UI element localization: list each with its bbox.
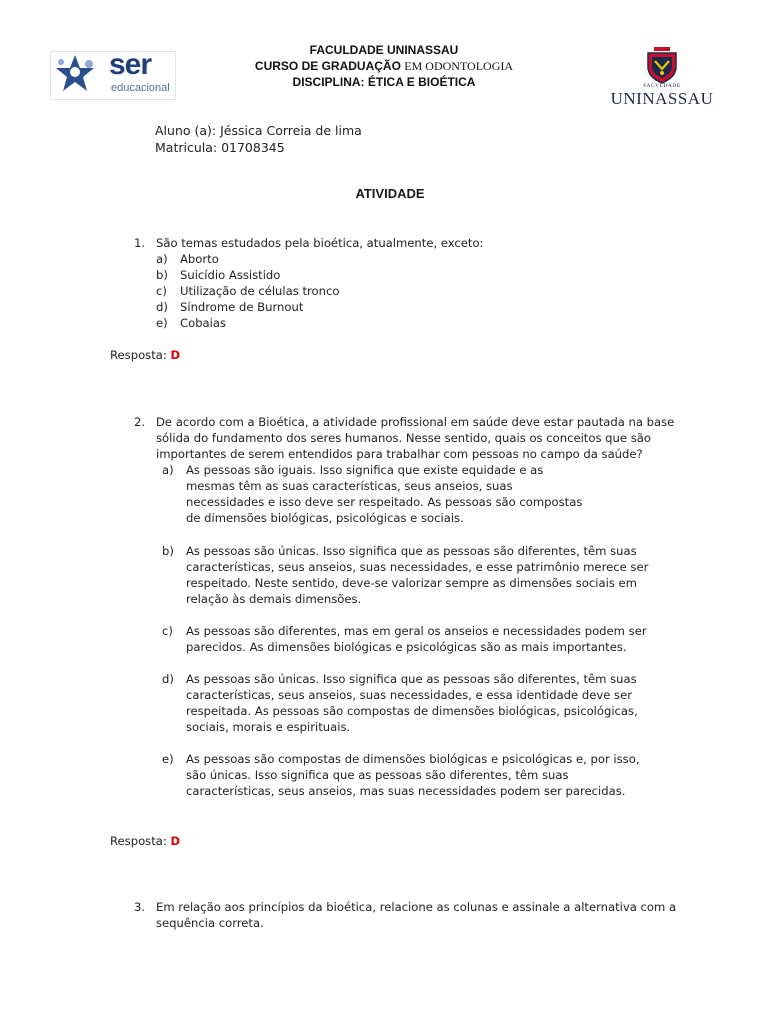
option-line: respeitada. As pessoas são compostas de dimensões biológicas, psicológicas, <box>186 704 638 718</box>
course-prefix: CURSO DE GRADUAÇÃO <box>254 59 401 73</box>
option-line: As pessoas são únicas. Isso significa que as pessoas são diferentes, têm suas <box>186 544 637 558</box>
discipline-name: DISCIPLINA: ÉTICA E BIOÉTICA <box>292 75 476 89</box>
option-letter: e) <box>156 316 168 330</box>
option-letter: a) <box>156 252 168 266</box>
question-text: São temas estudados pela bioética, atualmente, exceto: <box>156 236 484 250</box>
option-text: Cobaias <box>180 316 227 330</box>
answer-value: D <box>170 834 181 848</box>
answer-value: D <box>170 348 181 362</box>
option-line: As pessoas são únicas. Isso significa que as pessoas são diferentes, têm suas <box>186 672 637 686</box>
option-line: características, seus anseios, suas necessidades, e esse patrimônio merece ser <box>186 560 649 574</box>
question-number: 3. <box>133 900 145 914</box>
answer-line <box>110 833 180 849</box>
option-text: Utilização de células tronco <box>180 284 340 298</box>
option-line: relação às demais dimensões. <box>186 592 362 606</box>
question-text-line: De acordo com a Bioética, a atividade profissional em saúde deve estar pautada na base <box>156 415 675 429</box>
option-letter: d) <box>156 300 168 314</box>
answer-line <box>110 347 180 363</box>
uninassau-wordmark: UNINASSAU <box>610 89 714 108</box>
option-text: Suicídio Assistido <box>180 268 281 282</box>
ser-logo-text: ser <box>109 48 152 81</box>
option-line: características, seus anseios, suas necessidades, e essa identidade deve ser <box>186 688 632 702</box>
ser-logo-subtext: educacional <box>111 82 170 94</box>
question-number: 1. <box>133 236 145 250</box>
uninassau-shield-icon <box>642 47 682 85</box>
option-text: Síndrome de Burnout <box>180 300 304 314</box>
page-title: ATIVIDADE <box>355 186 425 201</box>
option-line: são únicas. Isso significa que as pessoas são diferentes, têm suas <box>186 768 569 782</box>
question-number: 2. <box>133 415 145 429</box>
option-line: respeitado. Neste sentido, deve-se valorizar sempre as dimensões sociais em <box>186 576 637 590</box>
student-name: Aluno (a): Jéssica Correia de lima <box>155 123 362 138</box>
question-text-line: sequência correta. <box>156 916 264 930</box>
question-text-line: sólida do fundamento dos seres humanos. Nesse sentido, quais os conceitos que são <box>156 431 651 445</box>
student-id: Matricula: 01708345 <box>155 140 285 155</box>
uninassau-logo <box>604 45 720 110</box>
option-line: mesmas têm as suas características, seus anseios, suas <box>186 479 513 493</box>
uninassau-small-label: FACVLDADE <box>643 83 681 89</box>
option-letter: b) <box>156 268 168 282</box>
course-suffix: EM ODONTOLOGIA <box>404 59 514 73</box>
option-letter: e) <box>162 752 174 766</box>
option-letter: a) <box>162 463 174 477</box>
institution-name: FACULDADE UNINASSAU <box>309 43 459 57</box>
option-line: parecidos. As dimensões biológicas e psicológicas são as mais importantes. <box>186 640 627 654</box>
option-line: As pessoas são diferentes, mas em geral os anseios e necessidades podem ser <box>186 624 647 638</box>
option-text: Aborto <box>180 252 219 266</box>
answer-label: Resposta: <box>110 834 167 848</box>
option-line: As pessoas são iguais. Isso significa que existe equidade e as <box>186 463 544 477</box>
option-letter: c) <box>156 284 167 298</box>
option-line: de dimensões biológicas, psicológicas e sociais. <box>186 511 464 525</box>
option-letter: d) <box>162 672 174 686</box>
answer-label: Resposta: <box>110 348 167 362</box>
question-text-line: importantes de serem entendidos para trabalhar com pessoas no campo da saúde? <box>156 447 643 461</box>
option-letter: b) <box>162 544 174 558</box>
option-line: As pessoas são compostas de dimensões biológicas e psicológicas e, por isso, <box>186 752 640 766</box>
option-letter: c) <box>162 624 173 638</box>
option-line: necessidades e isso deve ser respeitado. As pessoas são compostas <box>186 495 583 509</box>
option-line: sociais, morais e espirituais. <box>186 720 351 734</box>
question-text-line: Em relação aos princípios da bioética, relacione as colunas e assinale a alternativa com a <box>156 900 677 914</box>
option-line: características, seus anseios, mas suas necessidades podem ser parecidas. <box>186 784 626 798</box>
